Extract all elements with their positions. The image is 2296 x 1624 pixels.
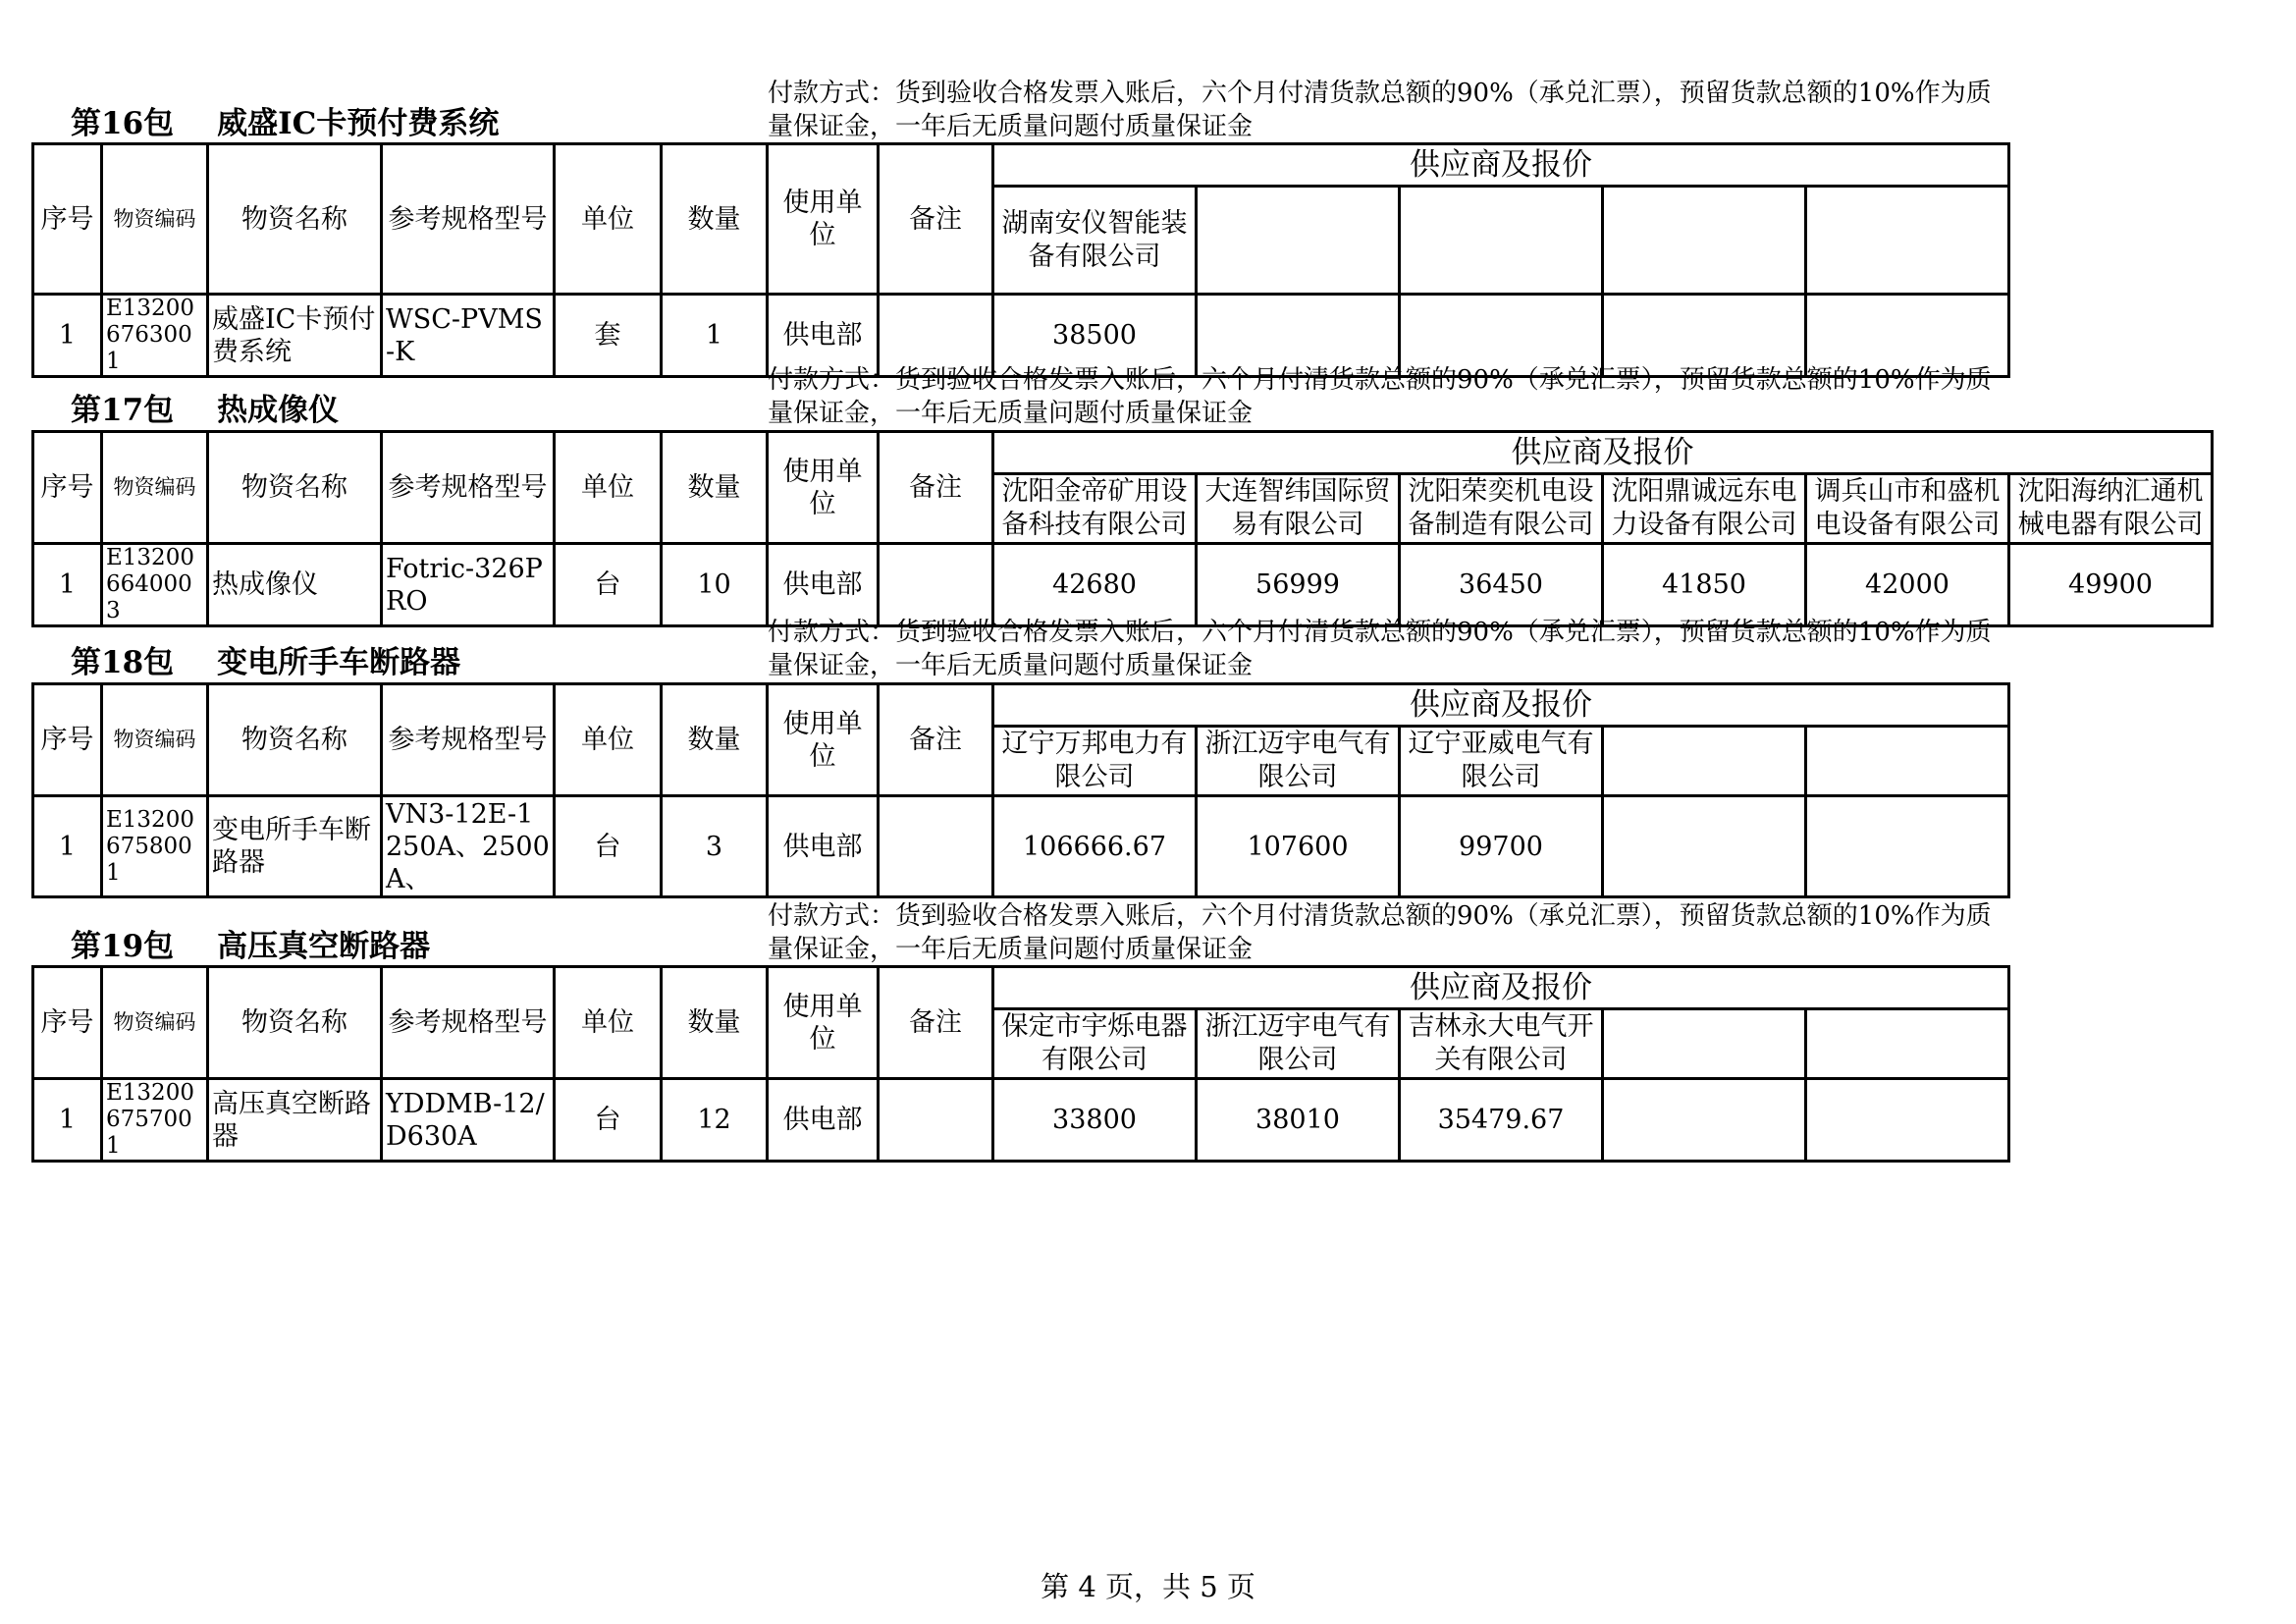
item-remark — [879, 544, 993, 626]
payment-terms: 付款方式：货到验收合格发票入账后，六个月付清货款总额的90%（承兑汇票），预留货款总额的10%作为质量保证金，一年后无质量问题付质量保证金 — [768, 79, 1992, 141]
header-spec: 参考规格型号 — [382, 967, 555, 1079]
supplier-name: 沈阳荣奕机电设备制造有限公司 — [1400, 474, 1603, 544]
supplier-price — [1806, 1079, 2009, 1162]
header-remark: 备注 — [879, 144, 993, 295]
supplier-name — [1603, 187, 1806, 295]
supplier-name: 沈阳金帝矿用设备科技有限公司 — [993, 474, 1197, 544]
header-seq: 序号 — [33, 967, 102, 1079]
payment-terms: 付款方式：货到验收合格发票入账后，六个月付清货款总额的90%（承兑汇票），预留货款总额的10%作为质量保证金，一年后无质量问题付质量保证金 — [768, 618, 1992, 680]
item-code: E132006640003 — [102, 544, 208, 626]
header-name: 物资名称 — [208, 967, 382, 1079]
supplier-price: 99700 — [1400, 796, 1603, 897]
quote-table — [31, 142, 2010, 378]
supplier-name — [1603, 1009, 1806, 1079]
supplier-name: 大连智纬国际贸易有限公司 — [1197, 474, 1400, 544]
header-remark: 备注 — [879, 967, 993, 1079]
item-name: 威盛IC卡预付费系统 — [208, 295, 382, 377]
package-name: 威盛IC卡预付费系统 — [217, 106, 500, 141]
package-number: 第17包 — [71, 393, 175, 428]
header-dept: 使用单位 — [768, 684, 879, 796]
item-spec: YDDMB-12/D630A — [382, 1079, 555, 1162]
item-remark — [879, 1079, 993, 1162]
header-row — [33, 144, 2009, 187]
item-dept: 供电部 — [768, 1079, 879, 1162]
payment-terms: 付款方式：货到验收合格发票入账后，六个月付清货款总额的90%（承兑汇票），预留货款总额的10%作为质量保证金，一年后无质量问题付质量保证金 — [768, 365, 1992, 428]
item-unit: 台 — [555, 544, 662, 626]
header-spec: 参考规格型号 — [382, 432, 555, 544]
header-unit: 单位 — [555, 432, 662, 544]
header-row — [33, 432, 2213, 474]
header-seq: 序号 — [33, 432, 102, 544]
item-spec: VN3-12E-1250A、2500A、 — [382, 796, 555, 897]
supplier-name: 沈阳鼎诚远东电力设备有限公司 — [1603, 474, 1806, 544]
table-row — [33, 1079, 2009, 1162]
header-remark: 备注 — [879, 432, 993, 544]
supplier-name — [1400, 187, 1603, 295]
supplier-price: 36450 — [1400, 544, 1603, 626]
supplier-name: 浙江迈宇电气有限公司 — [1197, 1009, 1400, 1079]
header-seq: 序号 — [33, 684, 102, 796]
header-spec: 参考规格型号 — [382, 144, 555, 295]
header-dept: 使用单位 — [768, 967, 879, 1079]
header-supplier-quote: 供应商及报价 — [993, 967, 2009, 1009]
item-name: 热成像仪 — [208, 544, 382, 626]
table-row — [33, 796, 2009, 897]
package-number: 第19包 — [71, 929, 175, 964]
supplier-name — [1603, 727, 1806, 796]
supplier-price: 41850 — [1603, 544, 1806, 626]
item-remark — [879, 796, 993, 897]
supplier-price: 42000 — [1806, 544, 2009, 626]
supplier-price: 38500 — [993, 295, 1197, 377]
header-seq: 序号 — [33, 144, 102, 295]
page-footer: 第 4 页，共 5 页 — [1041, 1570, 1255, 1603]
item-name: 变电所手车断路器 — [208, 796, 382, 897]
supplier-name: 调兵山市和盛机电设备有限公司 — [1806, 474, 2009, 544]
header-unit: 单位 — [555, 684, 662, 796]
header-code: 物资编码 — [102, 684, 208, 796]
item-seq: 1 — [33, 544, 102, 626]
item-code: E132006758001 — [102, 796, 208, 897]
quote-table — [31, 965, 2010, 1163]
supplier-price: 106666.67 — [993, 796, 1197, 897]
package-title — [71, 106, 499, 141]
supplier-price: 38010 — [1197, 1079, 1400, 1162]
supplier-price: 35479.67 — [1400, 1079, 1603, 1162]
item-seq: 1 — [33, 796, 102, 897]
quote-table — [31, 430, 2214, 627]
package-number: 第18包 — [71, 645, 175, 680]
package-name: 高压真空断路器 — [217, 929, 431, 964]
quote-table — [31, 682, 2010, 898]
item-dept: 供电部 — [768, 295, 879, 377]
package-title — [71, 929, 430, 964]
supplier-name — [1806, 727, 2009, 796]
header-qty: 数量 — [662, 432, 768, 544]
item-seq: 1 — [33, 295, 102, 377]
item-spec: Fotric-326PRO — [382, 544, 555, 626]
supplier-price: 49900 — [2009, 544, 2213, 626]
item-seq: 1 — [33, 1079, 102, 1162]
supplier-price — [1806, 796, 2009, 897]
header-unit: 单位 — [555, 144, 662, 295]
supplier-name: 辽宁万邦电力有限公司 — [993, 727, 1197, 796]
header-code: 物资编码 — [102, 144, 208, 295]
supplier-price: 42680 — [993, 544, 1197, 626]
header-qty: 数量 — [662, 144, 768, 295]
item-qty: 1 — [662, 295, 768, 377]
header-row — [33, 684, 2009, 727]
header-qty: 数量 — [662, 684, 768, 796]
header-row — [33, 967, 2009, 1009]
header-qty: 数量 — [662, 967, 768, 1079]
supplier-price — [1603, 796, 1806, 897]
header-name: 物资名称 — [208, 144, 382, 295]
header-dept: 使用单位 — [768, 432, 879, 544]
header-supplier-quote: 供应商及报价 — [993, 144, 2009, 187]
supplier-price — [1603, 1079, 1806, 1162]
item-spec: WSC-PVMS-K — [382, 295, 555, 377]
item-code: E132006763001 — [102, 295, 208, 377]
supplier-name — [1197, 187, 1400, 295]
header-supplier-quote: 供应商及报价 — [993, 684, 2009, 727]
header-supplier-quote: 供应商及报价 — [993, 432, 2213, 474]
header-spec: 参考规格型号 — [382, 684, 555, 796]
header-remark: 备注 — [879, 684, 993, 796]
supplier-name: 沈阳海纳汇通机械电器有限公司 — [2009, 474, 2213, 544]
package-name: 变电所手车断路器 — [217, 645, 461, 680]
item-unit: 台 — [555, 1079, 662, 1162]
item-qty: 12 — [662, 1079, 768, 1162]
item-unit: 台 — [555, 796, 662, 897]
package-name: 热成像仪 — [217, 393, 340, 428]
table-row — [33, 544, 2213, 626]
header-unit: 单位 — [555, 967, 662, 1079]
header-code: 物资编码 — [102, 432, 208, 544]
supplier-name: 保定市宇烁电器有限公司 — [993, 1009, 1197, 1079]
item-qty: 3 — [662, 796, 768, 897]
supplier-name: 吉林永大电气开关有限公司 — [1400, 1009, 1603, 1079]
header-dept: 使用单位 — [768, 144, 879, 295]
payment-terms: 付款方式：货到验收合格发票入账后，六个月付清货款总额的90%（承兑汇票），预留货款总额的10%作为质量保证金，一年后无质量问题付质量保证金 — [768, 901, 1992, 964]
header-code: 物资编码 — [102, 967, 208, 1079]
supplier-price: 33800 — [993, 1079, 1197, 1162]
header-name: 物资名称 — [208, 432, 382, 544]
item-unit: 套 — [555, 295, 662, 377]
supplier-name — [1806, 1009, 2009, 1079]
supplier-name: 浙江迈宇电气有限公司 — [1197, 727, 1400, 796]
package-title — [71, 393, 339, 428]
item-qty: 10 — [662, 544, 768, 626]
supplier-name: 辽宁亚威电气有限公司 — [1400, 727, 1603, 796]
item-name: 高压真空断路器 — [208, 1079, 382, 1162]
supplier-name: 湖南安仪智能装备有限公司 — [993, 187, 1197, 295]
supplier-name — [1806, 187, 2009, 295]
package-number: 第16包 — [71, 106, 175, 141]
item-dept: 供电部 — [768, 796, 879, 897]
supplier-price: 56999 — [1197, 544, 1400, 626]
item-code: E132006757001 — [102, 1079, 208, 1162]
package-title — [71, 645, 460, 680]
supplier-price: 107600 — [1197, 796, 1400, 897]
item-dept: 供电部 — [768, 544, 879, 626]
header-name: 物资名称 — [208, 684, 382, 796]
